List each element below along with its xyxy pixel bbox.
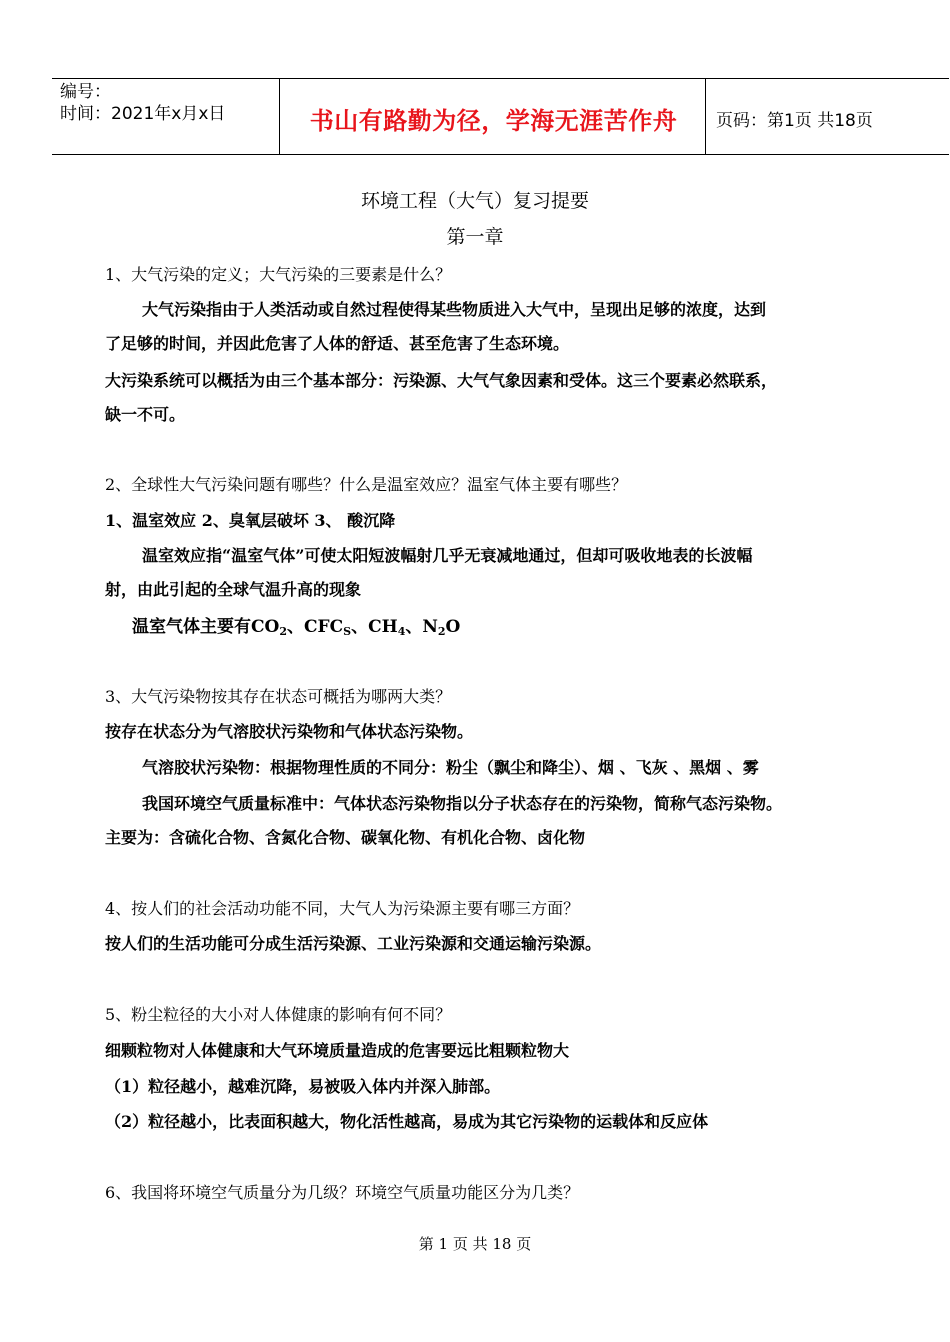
page-header [52, 78, 949, 155]
answer-1-line-4: 缺一不可。 [105, 405, 186, 424]
gas-co2-subscript: 2 [279, 625, 287, 638]
answer-1-line-2: 了足够的时间，并因此危害了人体的舒适、甚至危害了生态环境。 [105, 334, 570, 353]
header-motto: 书山有路勤为径，学海无涯苦作舟 [309, 107, 678, 135]
answer-4-line-1: 按人们的生活功能可分成生活污染源、工业污染源和交通运输污染源。 [105, 934, 602, 953]
answer-5-line-2: （1）粒径越小，越难沉降，易被吸入体内并深入肺部。 [105, 1077, 501, 1096]
document-number-label: 编号： [60, 82, 111, 102]
gas-n2o: 、N [405, 617, 438, 637]
gas-cfcs: 、CFC [287, 617, 344, 637]
answer-5-line-1: 细颗粒物对人体健康和大气环境质量造成的危害要远比粗颗粒物大 [105, 1041, 570, 1060]
question-1: 1、大气污染的定义；大气污染的三要素是什么？ [105, 265, 452, 284]
answer-2-line-2: 射，由此引起的全球气温升高的现象 [105, 580, 362, 599]
gas-n2o-subscript: 2 [437, 625, 446, 638]
answer-3-line-1: 按存在状态分为气溶胶状污染物和气体状态污染物。 [105, 722, 474, 741]
answer-5-line-3: （2）粒径越小，比表面积越大，物化活性越高，易成为其它污染物的运载体和反应体 [105, 1112, 709, 1131]
gas-ch4-subscript: 4 [397, 625, 406, 638]
header-divider-left [279, 79, 280, 154]
answer-2-line-1: 温室效应指“温室气体”可使太阳短波幅射几乎无衰减地通过，但却可吸收地表的长波幅 [142, 546, 753, 565]
greenhouse-gases-line [132, 612, 460, 638]
header-meta [60, 81, 225, 125]
gas-ch4: 、CH [351, 617, 398, 637]
header-page-label: 页码：第1页 共18页 [716, 111, 873, 131]
answer-2-list: 1、温室效应 2、臭氧层破坏 3、 酸沉降 [105, 511, 396, 530]
question-4: 4、按人们的社会活动功能不同，大气人为污染源主要有哪三方面？ [105, 899, 580, 918]
gas-n2o-end: O [445, 617, 461, 637]
chapter-heading: 第一章 [446, 226, 504, 248]
question-5: 5、粉尘粒径的大小对人体健康的影响有何不同？ [105, 1005, 452, 1024]
document-title: 环境工程（大气）复习提要 [360, 190, 589, 212]
question-6: 6、我国将环境空气质量分为几级？环境空气质量功能区分为几类？ [105, 1183, 580, 1202]
page-footer: 第 1 页 共 18 页 [418, 1235, 532, 1253]
answer-1-line-1: 大气污染指由于人类活动或自然过程使得某些物质进入大气中，呈现出足够的浓度，达到 [142, 300, 767, 319]
question-2: 2、全球性大气污染问题有哪些？什么是温室效应？温室气体主要有哪些？ [105, 475, 628, 494]
answer-3-line-2: 气溶胶状污染物：根据物理性质的不同分：粉尘（飘尘和降尘）、烟 、飞灰 、黑烟 、雾 [142, 758, 759, 777]
question-3: 3、大气污染物按其存在状态可概括为哪两大类？ [105, 687, 452, 706]
gas-cfcs-subscript: S [343, 625, 352, 638]
answer-3-line-3: 我国环境空气质量标准中：气体状态污染物指以分子状态存在的污染物，简称气态污染物。 [142, 794, 783, 813]
answer-1-line-3: 大污染系统可以概括为由三个基本部分：污染源、大气气象因素和受体。这三个要素必然联系， [105, 371, 778, 390]
document-time-label: 时间：2021年x月x日 [60, 104, 226, 124]
greenhouse-gases-prefix: 温室气体主要有 [132, 617, 251, 637]
gas-co2: CO [251, 617, 280, 637]
header-divider-right [705, 79, 706, 154]
answer-3-line-4: 主要为：含硫化合物、含氮化合物、碳氧化物、有机化合物、卤化物 [105, 828, 586, 847]
